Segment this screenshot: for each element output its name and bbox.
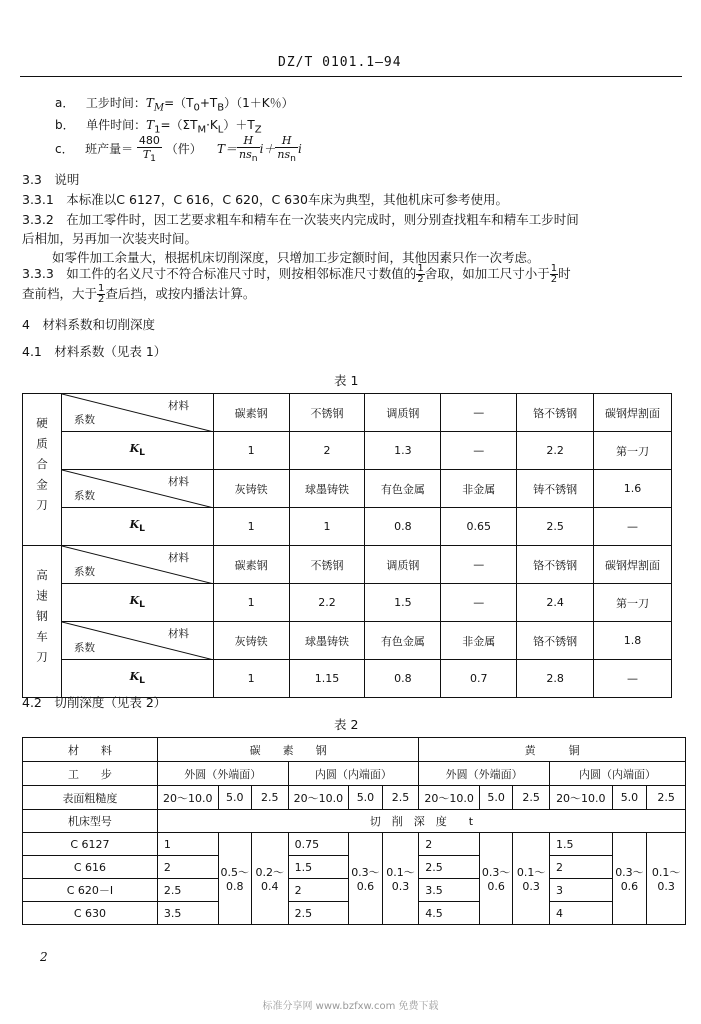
table1-cell: 灰铸铁 <box>213 622 289 660</box>
table2-header-outer: 外圆（外端面） <box>419 762 550 786</box>
table2-cell: 20～10.0 <box>419 786 480 810</box>
table1-cell: 调质钢 <box>365 546 441 584</box>
table2-merged-cell: 0.3～0.6 <box>349 833 382 925</box>
table2-merged-cell: 0.3～0.6 <box>479 833 512 925</box>
table1-diag-header-1: 材料 系数 <box>61 394 213 432</box>
table1-title: 表 1 <box>334 373 359 388</box>
table1-side-hss: 高速钢车刀 <box>23 546 62 698</box>
table2-cell: 2.5 <box>288 902 349 925</box>
section-3-3-2-line1: 3.3.2 在加工零件时，因工艺要求粗车和精车在一次装夹内完成时，则分别查找粗车和精车工步时间 <box>22 212 579 227</box>
table1-cell: 2.8 <box>517 660 594 698</box>
table2-cell: 2 <box>419 833 480 856</box>
table2-machine: C 616 <box>23 856 158 879</box>
table1-cell: 球墨铸铁 <box>289 622 365 660</box>
table2-cell: 3 <box>549 879 612 902</box>
table1-cell: 0.7 <box>441 660 517 698</box>
table1-cell: 1.15 <box>289 660 365 698</box>
table1-side-carbide: 硬质合金刀 <box>23 394 62 546</box>
table2-cell: 5.0 <box>612 786 647 810</box>
table1-cell: 第一刀 <box>594 432 672 470</box>
table2-cell: 5.0 <box>479 786 512 810</box>
table1-cell: — <box>441 394 517 432</box>
table2-cell: 2.5 <box>647 786 686 810</box>
table2-merged-cell: 0.5～0.8 <box>218 833 251 925</box>
table1-cell: 第一刀 <box>594 584 672 622</box>
table1-cell: 1.6 <box>594 470 672 508</box>
section-4-1: 4.1 材料系数（见表 1） <box>22 344 167 359</box>
table2-cell: 1 <box>157 833 218 856</box>
table1-kl-label: $K_L$ <box>61 432 213 470</box>
table2-merged-cell: 0.1～0.3 <box>382 833 419 925</box>
table2-cell: 2.5 <box>382 786 419 810</box>
table2-cell: 2.5 <box>157 879 218 902</box>
table2-cell: 2.5 <box>419 856 480 879</box>
formula-c: c． 班产量＝ $\frac{480}{T_1}$ （件） T＝ $\frac{H}{ns_n}$ i＋ $\frac{H}{ns_n}$ i <box>55 134 302 165</box>
table1-cell: 2.2 <box>289 584 365 622</box>
table1-cell: 1 <box>213 660 289 698</box>
table2-header-outer: 外圆（外端面） <box>157 762 288 786</box>
table1-cell: 2.5 <box>517 508 594 546</box>
table1-cell: 1 <box>213 432 289 470</box>
table1-cell: 碳素钢 <box>213 394 289 432</box>
section-3-3-3-line2: 查前档，大于 $\frac{1}{2}$ 查后挡，或按内播法计算。 <box>22 283 256 305</box>
table2-cell: 2.5 <box>513 786 550 810</box>
table1-cell: 0.8 <box>365 660 441 698</box>
document-code: DZ/T 0101.1—94 <box>278 55 402 70</box>
table2-merged-cell: 0.3～0.6 <box>612 833 647 925</box>
table2-cell: 3.5 <box>419 879 480 902</box>
table1-cell: 1.5 <box>365 584 441 622</box>
table1-cell: 调质钢 <box>365 394 441 432</box>
table1-cell: — <box>594 508 672 546</box>
table1-diag-header-2: 材料 系数 <box>61 470 213 508</box>
page-number: 2 <box>40 950 48 964</box>
table2-cell: 4.5 <box>419 902 480 925</box>
table1-cell: 2 <box>289 432 365 470</box>
table1-cell: 不锈钢 <box>289 546 365 584</box>
table2-merged-cell: 0.2～0.4 <box>251 833 288 925</box>
table1-cell: 1 <box>213 584 289 622</box>
table1-cell: 非金属 <box>441 622 517 660</box>
table2-cell: 0.75 <box>288 833 349 856</box>
footer-watermark: 标准分享网 www.bzfxw.com 免费下载 <box>262 1001 439 1012</box>
table1-cell: — <box>441 432 517 470</box>
table2-machine: C 6127 <box>23 833 158 856</box>
section-4: 4 材料系数和切削深度 <box>22 317 155 332</box>
section-3-3-1: 3.3.1 本标准以C 6127，C 616，C 620，C 630车床为典型，其他机床可参考使用。 <box>22 192 508 207</box>
table1-cell: 有色金属 <box>365 470 441 508</box>
table1-cell: 灰铸铁 <box>213 470 289 508</box>
table2-header-roughness: 表面粗糙度 <box>23 786 158 810</box>
table2-cell: 2 <box>549 856 612 879</box>
section-4-2: 4.2 切削深度（见表 2） <box>22 695 167 710</box>
table2-header-material: 材 料 <box>23 738 158 762</box>
section-3-3-2-line3: 如零件加工余量大，根据机床切削深度，只增加工步定额时间，其他因素只作一次考虑。 <box>52 250 540 265</box>
table2-cell: 2 <box>288 879 349 902</box>
table1-diag-header-4: 材料 系数 <box>61 622 213 660</box>
table2-cell: 20～10.0 <box>157 786 218 810</box>
table2-header-depth: 切 削 深 度 t <box>157 810 685 833</box>
table2-header-model: 机床型号 <box>23 810 158 833</box>
table1-cell: 0.8 <box>365 508 441 546</box>
section-3-3-3-line1: 3.3.3 如工件的名义尺寸不符合标准尺寸时，则按相邻标准尺寸数值的 $\frac{1}{2}$ 舍取，如加工尺寸小于 $\frac{1}{2}$ 时 <box>22 263 571 285</box>
header-rule <box>20 76 682 77</box>
table2-cell: 20～10.0 <box>288 786 349 810</box>
table1-cell: 1.3 <box>365 432 441 470</box>
table1-cell: 2.4 <box>517 584 594 622</box>
table1-diag-header-3: 材料 系数 <box>61 546 213 584</box>
table2-header-brass: 黄 铜 <box>419 738 686 762</box>
table2-cell: 4 <box>549 902 612 925</box>
table2-merged-cell: 0.1～0.3 <box>647 833 686 925</box>
table1-cell: 1.8 <box>594 622 672 660</box>
table1-kl-label: $K_L$ <box>61 508 213 546</box>
table2-title: 表 2 <box>334 717 359 732</box>
table2-cell: 2.5 <box>251 786 288 810</box>
table2-cell: 2 <box>157 856 218 879</box>
table1-cell: — <box>594 660 672 698</box>
table1-cell: — <box>441 584 517 622</box>
table2-header-inner: 内圆（内端面） <box>549 762 685 786</box>
table1-cell: 碳钢焊割面 <box>594 546 672 584</box>
table2-cell: 20～10.0 <box>549 786 612 810</box>
table1-cell: 碳素钢 <box>213 546 289 584</box>
table2-cell: 5.0 <box>349 786 382 810</box>
table1-cell: 不锈钢 <box>289 394 365 432</box>
table1-cell: 铬不锈钢 <box>517 394 594 432</box>
table-1 <box>22 393 672 698</box>
formula-b: b． 单件时间：$T_1=(\Sigma T_M\cdot K_L)+T_Z$ <box>55 118 262 136</box>
table2-cell: 5.0 <box>218 786 251 810</box>
table1-cell: 非金属 <box>441 470 517 508</box>
table2-merged-cell: 0.1～0.3 <box>513 833 550 925</box>
table1-cell: 1 <box>213 508 289 546</box>
table2-header-carbon-steel: 碳 素 钢 <box>157 738 418 762</box>
section-3-3-2-line2: 后相加，另再加一次装夹时间。 <box>22 231 198 246</box>
table1-cell: 有色金属 <box>365 622 441 660</box>
table1-cell: 铸不锈钢 <box>517 470 594 508</box>
table2-header-inner: 内圆（内端面） <box>288 762 419 786</box>
table1-cell: 铬不锈钢 <box>517 622 594 660</box>
table1-kl-label: $K_L$ <box>61 584 213 622</box>
table2-machine: C 630 <box>23 902 158 925</box>
table1-cell: 2.2 <box>517 432 594 470</box>
table2-machine: C 620－Ⅰ <box>23 879 158 902</box>
table1-cell: — <box>441 546 517 584</box>
table2-cell: 1.5 <box>288 856 349 879</box>
table1-cell: 铬不锈钢 <box>517 546 594 584</box>
table-2 <box>22 737 686 925</box>
table2-cell: 3.5 <box>157 902 218 925</box>
table1-cell: 1 <box>289 508 365 546</box>
table1-kl-label: $K_L$ <box>61 660 213 698</box>
formula-a: a． 工步时间：$T_M=(T_0+T_B)(1+K$％） <box>55 96 294 114</box>
table2-cell: 1.5 <box>549 833 612 856</box>
table1-cell: 球墨铸铁 <box>289 470 365 508</box>
section-3-3: 3.3 说明 <box>22 172 80 187</box>
table1-cell: 碳钢焊割面 <box>594 394 672 432</box>
table2-header-step: 工 步 <box>23 762 158 786</box>
table1-cell: 0.65 <box>441 508 517 546</box>
